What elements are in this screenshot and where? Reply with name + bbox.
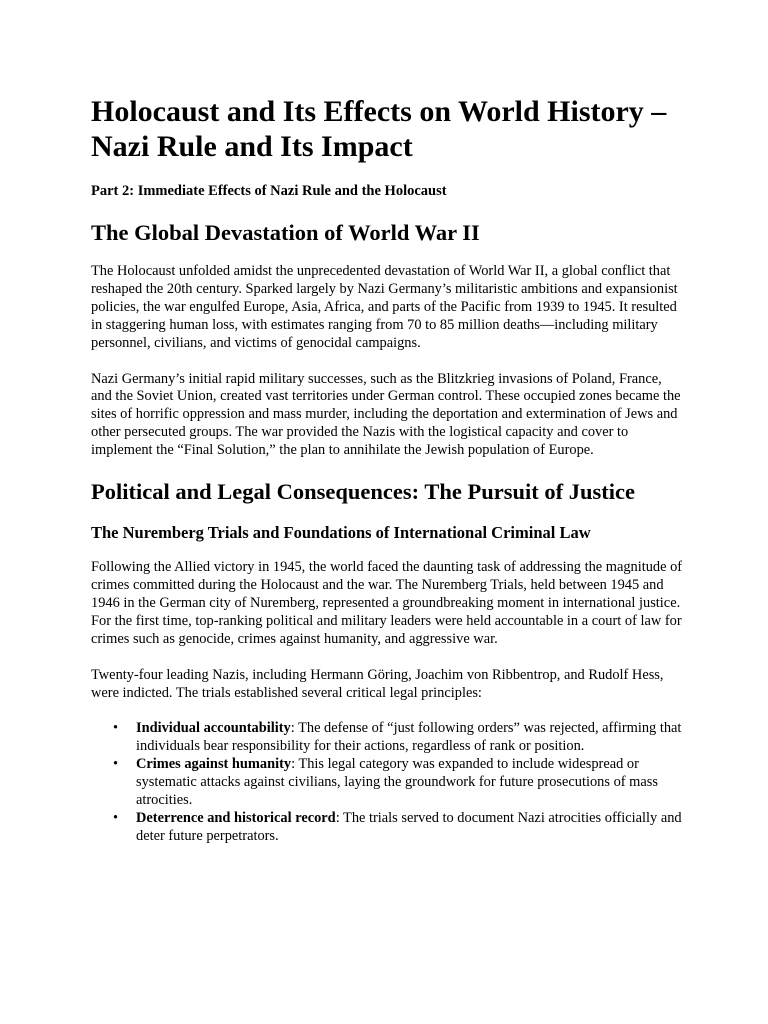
list-item bbox=[91, 810, 683, 846]
list-item bbox=[91, 756, 683, 810]
bullet-icon: • bbox=[113, 809, 119, 826]
list-item-text: : This legal category was expanded to include widespread or systematic attacks against civilians, laying the groundwork for future prosecutions of mass atrocities. bbox=[136, 756, 658, 809]
part-heading: Part 2: Immediate Effects of Nazi Rule and the Holocaust bbox=[91, 183, 447, 199]
principles-list bbox=[91, 720, 683, 845]
section-heading-global-devastation: The Global Devastation of World War II bbox=[91, 220, 480, 245]
document-page bbox=[91, 94, 683, 846]
paragraph: The Holocaust unfolded amidst the unprecedented devastation of World War II, a global conflict that reshaped the 20th century. Sparked largely by Nazi Germany’s militaristic ambitions and expansionist policies, the war engulfed Europe, Asia, Africa, and parts of the Pacific from 1939 to 1945. It resulted in staggering human loss, with estimates ranging from 70 to 85 million deaths—including military personnel, civilians, and victims of genocidal campaigns. bbox=[91, 263, 678, 351]
section-heading-political-legal: Political and Legal Consequences: The Pursuit of Justice bbox=[91, 479, 635, 505]
subheading-nuremberg-trials: The Nuremberg Trials and Foundations of International Criminal Law bbox=[91, 523, 591, 543]
list-item-term: Crimes against humanity bbox=[136, 756, 292, 773]
list-item-term: Deterrence and historical record bbox=[136, 809, 336, 826]
paragraph: Twenty-four leading Nazis, including Hermann Göring, Joachim von Ribbentrop, and Rudolf Hess, were indicted. The trials established several critical legal principles: bbox=[91, 666, 664, 701]
list-item-text: : The defense of “just following orders” was rejected, affirming that individuals bear responsibility for their actions, regardless of rank or position. bbox=[136, 720, 682, 755]
list-item bbox=[91, 720, 683, 756]
list-item-term: Individual accountability bbox=[136, 720, 291, 737]
bullet-icon: • bbox=[113, 756, 119, 773]
bullet-icon: • bbox=[113, 720, 119, 737]
list-item-text: : The trials served to document Nazi atrocities officially and deter future perpetrators. bbox=[136, 809, 682, 844]
document-title: Holocaust and Its Effects on World History – Nazi Rule and Its Impact bbox=[91, 95, 667, 163]
paragraph: Nazi Germany’s initial rapid military successes, such as the Blitzkrieg invasions of Poland, France, and the Soviet Union, created vast territories under German control. These occupied zones became the sites of horrific oppression and mass murder, including the deportation and extermination of Jews and other persecuted groups. The war provided the Nazis with the logistical capacity and cover to implement the “Final Solution,” the plan to annihilate the Jewish population of Europe. bbox=[91, 370, 681, 459]
paragraph: Following the Allied victory in 1945, the world faced the daunting task of addressing the magnitude of crimes committed during the Holocaust and the war. The Nuremberg Trials, held between 1945 and 1946 in the German city of Nuremberg, represented a groundbreaking moment in international justice. For the first time, top-ranking political and military leaders were held accountable in a court of law for crimes such as genocide, crimes against humanity, and aggressive war. bbox=[91, 559, 683, 647]
